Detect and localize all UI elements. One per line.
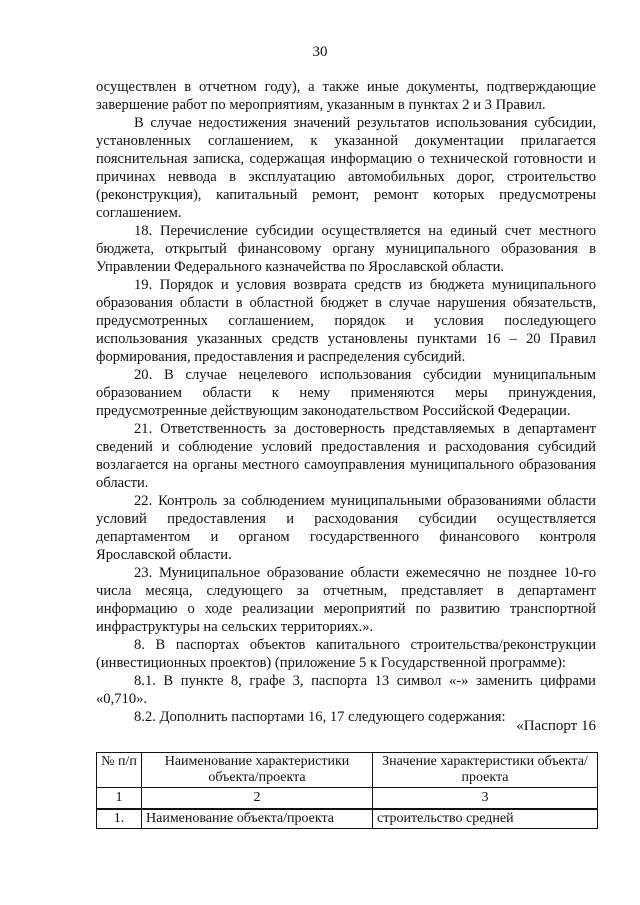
paragraph: В случае недостижения значений результатов использования субсидии, установленных соглашением, к указанной документации прилагается пояснительная записка, содержащая информацию о технической готовности и причинах неввода в эксплуатацию автомобильных дорог, строительство (реконструкция), капитальный ремонт, ремонт которых предусмотрены соглашением. — [96, 115, 596, 221]
numbering-cell: 2 — [142, 788, 373, 810]
paragraph: 20. В случае нецелевого использования субсидии муниципальным образованием области к нему применяются меры принуждения, предусмотренные действующим законодательством Российской Федерации. — [96, 367, 596, 419]
table-numbering-row — [97, 788, 598, 810]
paragraph: 8.1. В пункте 8, графе 3, паспорта 13 символ «-» заменить цифрами «0,710». — [96, 673, 596, 707]
header-name: Наименование характеристики объекта/проекта — [142, 753, 373, 788]
numbering-cell: 1 — [97, 788, 142, 810]
paragraph: 22. Контроль за соблюдением муниципальными образованиями области условий предоставления и расходования субсидии осуществляется департаментом и органом государственного финансового контроля Ярославской области. — [96, 493, 596, 563]
row-value-cell: строительство средней — [373, 809, 598, 829]
row-name-cell: Наименование объекта/проекта — [142, 809, 373, 829]
numbering-cell: 3 — [373, 788, 598, 810]
paragraph: 21. Ответственность за достоверность представляемых в департамент сведений и соблюдение условий предоставления и расходования субсидий возлагается на органы местного самоуправления муниципального образования области. — [96, 421, 596, 491]
paragraph: 8. В паспортах объектов капитального строительства/реконструкции (инвестиционных проектов) (приложение 5 к Государственной программе): — [96, 637, 596, 671]
header-number: № п/п — [97, 753, 142, 788]
row-number-cell: 1. — [97, 809, 142, 829]
passport-title: «Паспорт 16 — [516, 718, 596, 734]
table-row — [97, 809, 598, 829]
paragraph: 23. Муниципальное образование области ежемесячно не позднее 10-го числа месяца, следующего за отчетным, представляет в департамент информацию о ходе реализации мероприятий по развитию транспортной инфраструктуры на сельских территориях.». — [96, 565, 596, 635]
paragraph: 19. Порядок и условия возврата средств из бюджета муниципального образования области в областной бюджет в случае нарушения обязательств, предусмотренных соглашением, порядок и условия последующего использования указанных средств установлены пунктами 16 – 20 Правил формирования, предоставления и распределения субсидий. — [96, 277, 596, 365]
paragraph: осуществлен в отчетном году), а также иные документы, подтверждающие завершение работ по мероприятиям, указанным в пунктах 2 и 3 Правил. — [96, 79, 596, 113]
passport-table — [96, 752, 598, 829]
paragraph: 18. Перечисление субсидии осуществляется на единый счет местного бюджета, открытый финансовому органу муниципального образования в Управлении Федерального казначейства по Ярославской области. — [96, 223, 596, 275]
page-number: 30 — [312, 44, 328, 60]
paragraph: 8.2. Дополнить паспортами 16, 17 следующего содержания: — [134, 709, 506, 725]
document-body — [96, 78, 596, 726]
table-header-row — [97, 753, 598, 788]
header-value: Значение характеристики объекта/проекта — [373, 753, 598, 788]
